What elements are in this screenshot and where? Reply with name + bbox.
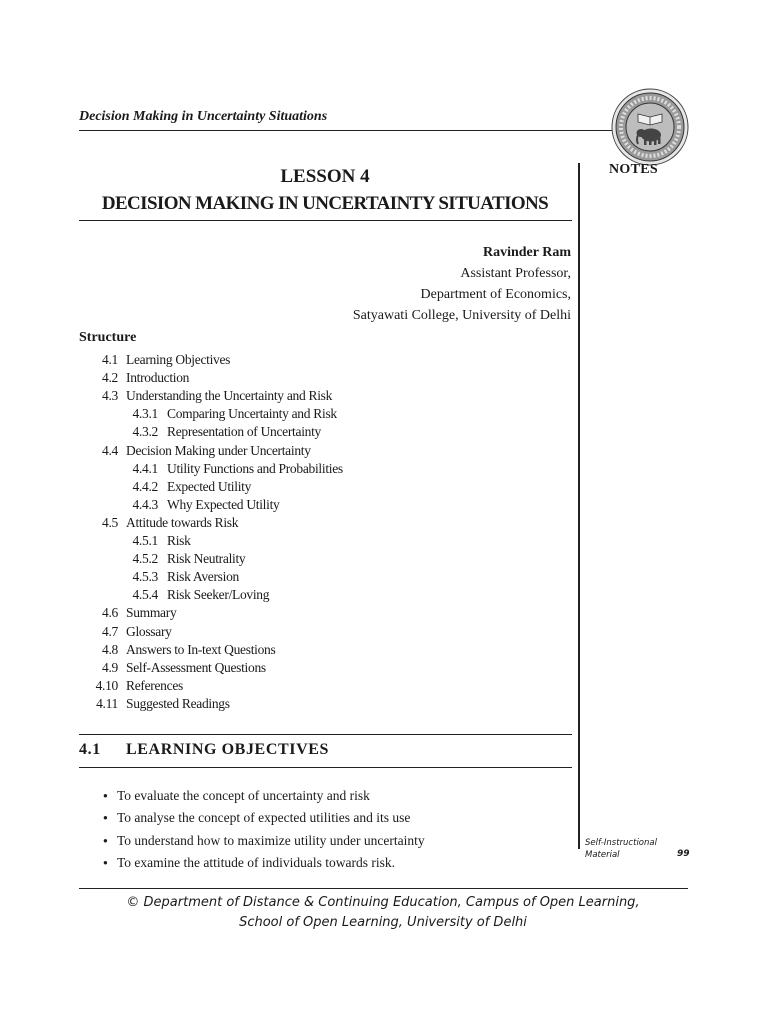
structure-item-label: Glossary <box>126 623 172 639</box>
structure-item <box>128 551 245 567</box>
structure-item-number: 4.11 <box>96 695 118 711</box>
structure-item-number: 4.4.2 <box>132 478 158 494</box>
author-name: Ravinder Ram <box>482 245 571 260</box>
structure-item-number: 4.9 <box>102 659 118 675</box>
structure-item-label: Risk Aversion <box>167 569 239 585</box>
structure-item <box>79 678 183 694</box>
lesson-title: DECISION MAKING IN UNCERTAINTY SITUATIONS <box>101 193 549 214</box>
structure-item <box>128 497 279 513</box>
structure-item-label: Decision Making under Uncertainty <box>126 442 311 458</box>
structure-item <box>128 587 269 603</box>
author-college: Satyawati College, University of Delhi <box>352 308 571 323</box>
material-line-2: Material <box>585 850 620 860</box>
structure-item-label: Utility Functions and Probabilities <box>167 460 343 476</box>
structure-item <box>128 406 337 422</box>
bullet-icon: ● <box>103 858 108 867</box>
title-rule <box>79 220 572 221</box>
structure-item-label: Attitude towards Risk <box>126 514 239 530</box>
structure-item-number: 4.5.1 <box>132 533 158 548</box>
structure-item-number: 4.6 <box>102 605 118 621</box>
structure-item-number: 4.5.3 <box>132 569 158 585</box>
header-rule <box>79 130 612 131</box>
structure-item-number: 4.4.1 <box>132 460 158 476</box>
structure-item-label: Answers to In-text Questions <box>126 641 276 657</box>
bullet-icon: ● <box>103 791 108 800</box>
structure-heading: Structure <box>79 330 137 345</box>
structure-item <box>79 370 189 386</box>
structure-item <box>128 424 321 440</box>
structure-item-number: 4.4.3 <box>132 496 158 512</box>
structure-item-number: 4.5 <box>102 514 118 530</box>
structure-item-label: Introduction <box>126 370 190 386</box>
structure-item-label: Summary <box>126 605 177 621</box>
section-heading <box>79 741 329 759</box>
objective-item <box>103 855 395 871</box>
structure-item <box>79 642 275 658</box>
structure-item-label: Representation of Uncertainty <box>167 424 321 440</box>
structure-item-label: Expected Utility <box>167 478 252 494</box>
footer-rule <box>79 888 688 889</box>
structure-item-label: Why Expected Utility <box>167 496 280 512</box>
structure-item <box>79 660 266 676</box>
section-rule-bottom <box>79 767 572 768</box>
objective-text: To analyse the concept of expected utilities and its use <box>117 810 411 825</box>
objective-text: To understand how to maximize utility under uncertainty <box>117 833 425 848</box>
margin-divider <box>578 163 580 849</box>
structure-item-label: Self-Assessment Questions <box>126 659 266 675</box>
structure-item-number: 4.7 <box>102 623 118 639</box>
footer-line-2: School of Open Learning, University of Delhi <box>239 915 527 930</box>
structure-item <box>128 461 343 477</box>
university-seal-icon <box>611 88 689 166</box>
bullet-icon: ● <box>103 836 108 845</box>
structure-item-number: 4.3.1 <box>132 406 158 422</box>
structure-item <box>79 696 230 712</box>
running-title: Decision Making in Uncertainty Situations <box>79 109 328 124</box>
objective-item <box>103 833 425 849</box>
structure-item-number: 4.1 <box>102 352 118 367</box>
structure-item-number: 4.8 <box>102 641 118 657</box>
structure-item <box>79 515 238 531</box>
section-title: LEARNING OBJECTIVES <box>126 741 330 758</box>
structure-item-label: Risk Seeker/Loving <box>167 587 270 603</box>
author-department: Department of Economics, <box>420 287 571 302</box>
structure-item-number: 4.3.2 <box>132 424 158 440</box>
structure-item <box>128 479 251 495</box>
footer-line-1: © Department of Distance & Continuing Education, Campus of Open Learning, <box>126 895 640 910</box>
structure-item-number: 4.2 <box>102 370 118 386</box>
self-instructional-label <box>585 837 657 861</box>
structure-item-number: 4.5.2 <box>132 551 158 567</box>
structure-item-label: Risk Neutrality <box>167 551 246 567</box>
structure-item-number: 4.5.4 <box>132 587 158 603</box>
bullet-icon: ● <box>103 813 108 822</box>
structure-item <box>79 388 332 404</box>
objective-text: To evaluate the concept of uncertainty and risk <box>117 788 370 803</box>
section-rule-top <box>79 734 572 735</box>
structure-item-label: Suggested Readings <box>126 695 230 711</box>
structure-item <box>79 624 172 640</box>
structure-item <box>128 569 239 585</box>
objective-item <box>103 810 410 826</box>
footer <box>79 893 687 933</box>
objective-text: To examine the attitude of individuals towards risk. <box>117 855 395 870</box>
structure-item-number: 4.3 <box>102 388 118 404</box>
structure-item-label: References <box>126 677 183 693</box>
structure-item-label: Comparing Uncertainty and Risk <box>167 406 337 422</box>
objective-item <box>103 788 370 804</box>
structure-item-number: 4.4 <box>102 442 118 458</box>
page-number: 99 <box>677 849 690 859</box>
material-line-1: Self-Instructional <box>585 838 657 848</box>
author-designation: Assistant Professor, <box>460 266 571 281</box>
author-block <box>353 242 571 326</box>
lesson-number: LESSON 4 <box>280 166 370 187</box>
structure-item-label: Learning Objectives <box>126 352 231 367</box>
structure-item <box>79 352 230 368</box>
structure-item <box>79 443 311 459</box>
structure-item <box>128 533 191 549</box>
structure-item-label: Understanding the Uncertainty and Risk <box>126 388 333 404</box>
notes-label: NOTES <box>609 162 658 177</box>
section-number: 4.1 <box>79 741 101 758</box>
structure-item-label: Risk <box>167 533 191 548</box>
structure-item <box>79 605 176 621</box>
structure-item-number: 4.10 <box>95 677 118 693</box>
